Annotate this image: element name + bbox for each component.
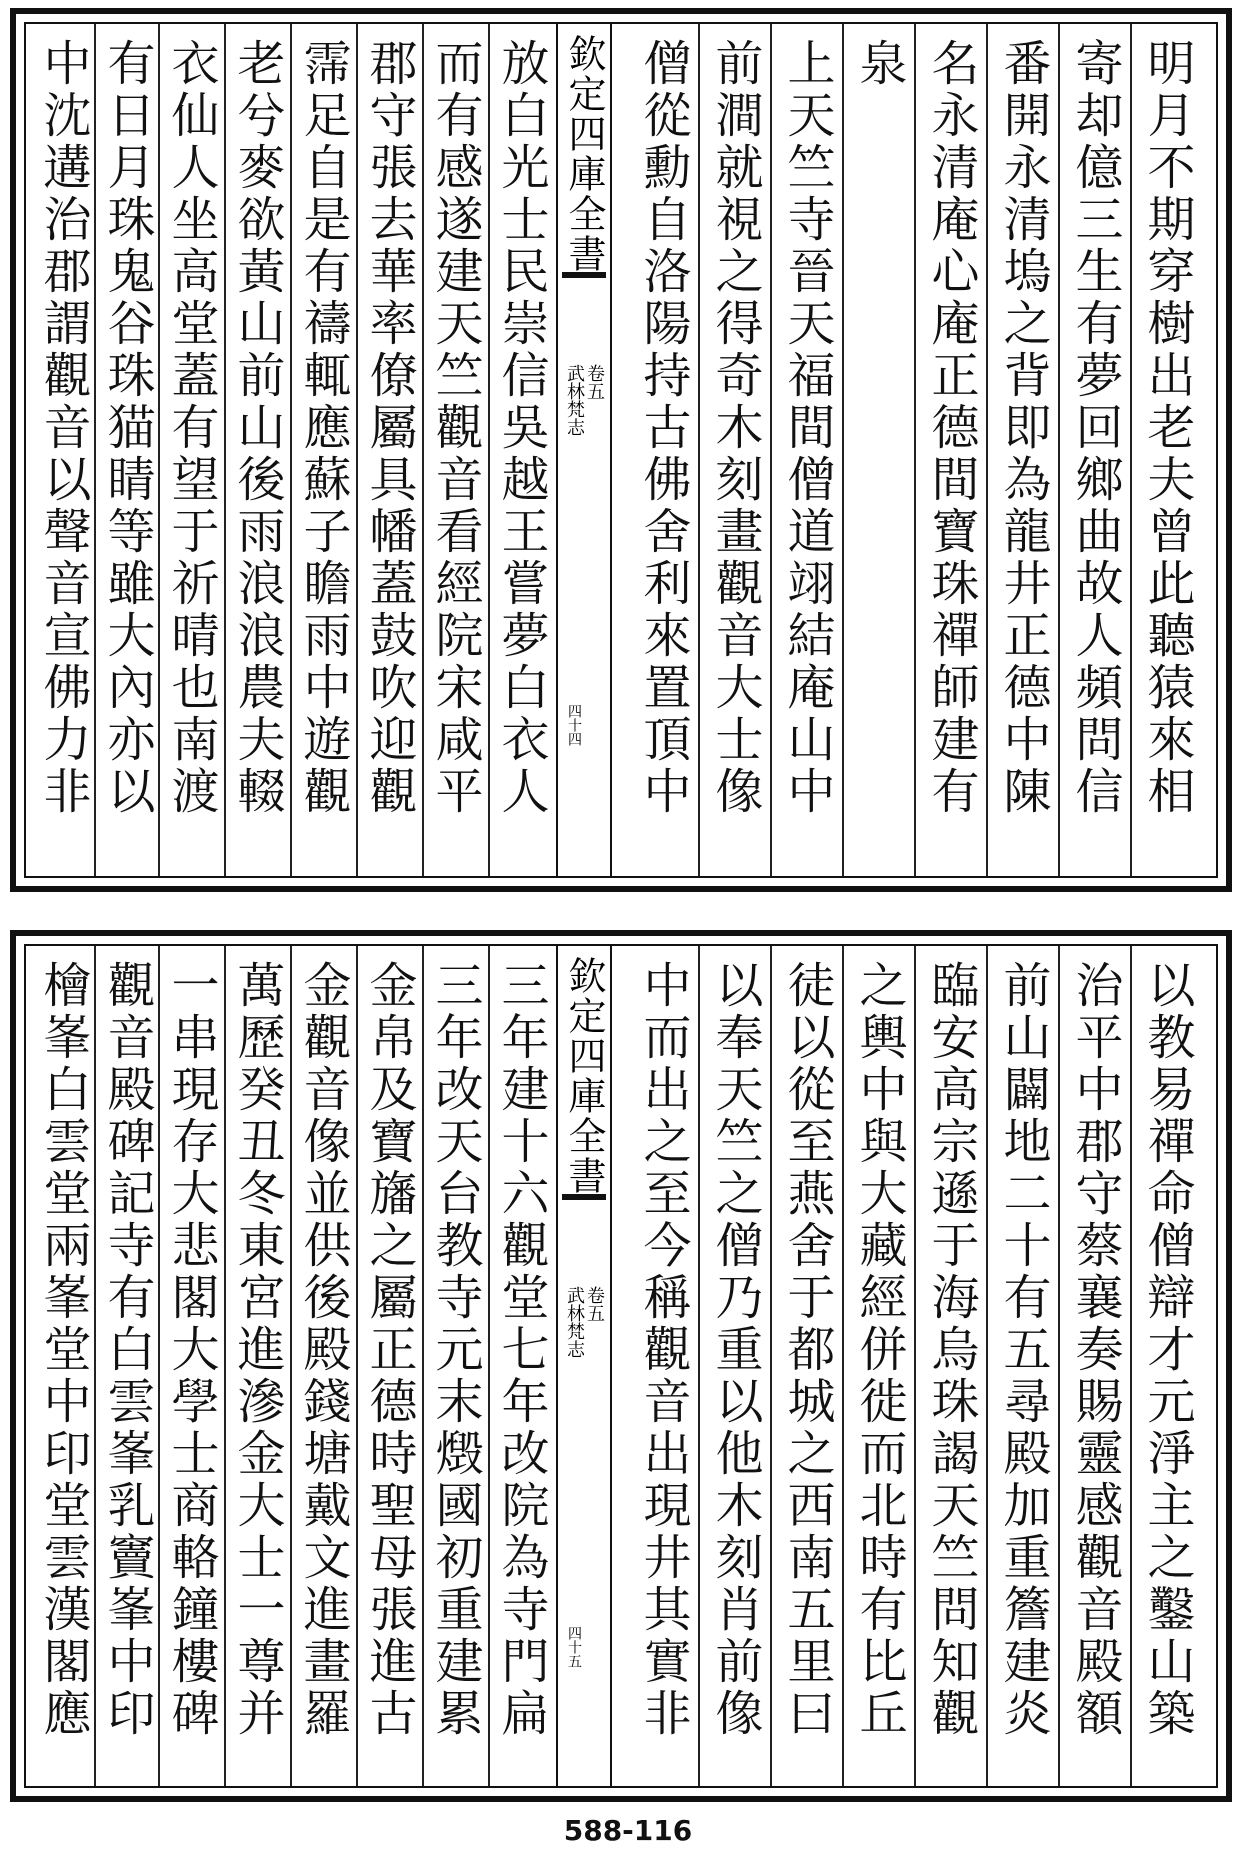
column-rule xyxy=(986,946,988,1786)
column-rule xyxy=(1130,24,1132,876)
column-rule xyxy=(94,24,96,876)
column-rule xyxy=(770,946,772,1786)
text-columns-top xyxy=(26,24,1216,876)
page-number: 588-116 xyxy=(563,1814,693,1847)
column-rule xyxy=(842,946,844,1786)
text-column: 名永清庵心庵正德間寶珠禪師建有 xyxy=(923,38,979,818)
text-column: 三年改天台教寺元末燬國初重建累 xyxy=(427,960,483,1740)
column-rule xyxy=(488,24,490,876)
text-column: 老兮麥欲黃山前山後雨浪浪農夫輟 xyxy=(229,38,285,818)
column-rule xyxy=(842,24,844,876)
text-column: 霈足自是有禱輒應蘇子瞻雨中遊觀 xyxy=(295,38,351,818)
column-rule xyxy=(1130,946,1132,1786)
text-column: 泉 xyxy=(851,38,907,90)
column-rule xyxy=(914,24,916,876)
gutter-juan: 卷五 xyxy=(584,1286,605,1322)
text-column: 明月不期穿樹出老夫曾此聽猿來相 xyxy=(1139,38,1195,818)
text-column: 三年建十六觀堂七年改院為寺門扁 xyxy=(493,960,549,1740)
text-column: 前澗就視之得奇木刻畫觀音大士像 xyxy=(707,38,763,818)
gutter-book-title: 武林梵志 xyxy=(564,364,585,436)
column-rule xyxy=(698,24,700,876)
text-column: 觀音殿碑記寺有白雲峯乳竇峯中印 xyxy=(99,960,155,1740)
gutter-title: 欽定四庫全書 xyxy=(562,34,606,274)
fish-tail-mark xyxy=(562,1194,606,1240)
text-column: 以教易禪命僧辯才元淨主之鑿山築 xyxy=(1139,960,1195,1740)
gutter-juan: 卷五 xyxy=(584,364,605,400)
page-bottom xyxy=(10,930,1232,1802)
center-gutter-bottom xyxy=(556,946,612,1786)
text-column: 金觀音像並供後殿錢塘戴文進畫羅 xyxy=(295,960,351,1740)
text-column: 而有感遂建天竺觀音看經院宋咸平 xyxy=(427,38,483,818)
text-column: 徒以從至燕舍于都城之西南五里曰 xyxy=(779,960,835,1740)
column-rule xyxy=(914,946,916,1786)
column-rule xyxy=(698,946,700,1786)
column-rule xyxy=(488,946,490,1786)
text-column: 僧從勳自洛陽持古佛舍利來置頂中 xyxy=(635,38,691,818)
column-rule xyxy=(224,946,226,1786)
text-column: 前山闢地二十有五尋殿加重簷建炎 xyxy=(995,960,1051,1740)
column-rule xyxy=(770,24,772,876)
text-column: 臨安高宗遜于海烏珠謁天竺問知觀 xyxy=(923,960,979,1740)
text-column: 番開永清塢之背即為龍井正德中陳 xyxy=(995,38,1051,818)
column-rule xyxy=(986,24,988,876)
column-rule xyxy=(1058,24,1060,876)
column-rule xyxy=(1058,946,1060,1786)
text-column: 寄却億三生有夢回鄉曲故人頻問信 xyxy=(1067,38,1123,818)
column-rule xyxy=(158,24,160,876)
text-column: 檜峯白雲堂兩峯堂中印堂雲漢閣應 xyxy=(35,960,91,1740)
text-column: 以奉天竺之僧乃重以他木刻肖前像 xyxy=(707,960,763,1740)
gutter-book-title: 武林梵志 xyxy=(564,1286,585,1358)
column-rule xyxy=(290,946,292,1786)
text-column: 放白光士民崇信吳越王嘗夢白衣人 xyxy=(493,38,549,818)
text-column: 治平中郡守蔡襄奏賜靈感觀音殿額 xyxy=(1067,960,1123,1740)
gutter-leaf-number: 四十四 xyxy=(566,704,582,746)
page-frame-top xyxy=(24,22,1218,878)
column-rule xyxy=(224,24,226,876)
column-rule xyxy=(356,946,358,1786)
column-rule xyxy=(356,24,358,876)
text-column: 中而出之至今稱觀音出現井其實非 xyxy=(635,960,691,1740)
gutter-title: 欽定四庫全書 xyxy=(562,956,606,1196)
text-column: 金帛及寶旛之屬正德時聖母張進古 xyxy=(361,960,417,1740)
column-rule xyxy=(290,24,292,876)
text-column: 有日月珠鬼谷珠猫睛等雖大內亦以 xyxy=(99,38,155,818)
column-rule xyxy=(94,946,96,1786)
text-column: 衣仙人坐高堂蓋有望于祈晴也南渡 xyxy=(163,38,219,818)
text-column: 中沈遘治郡謂觀音以聲音宣佛力非 xyxy=(35,38,91,818)
text-column: 萬歷癸丑冬東宮進滲金大士一尊并 xyxy=(229,960,285,1740)
text-column: 之輿中與大藏經併徙而北時有比丘 xyxy=(851,960,907,1740)
text-column: 郡守張去華率僚屬具幡蓋鼓吹迎觀 xyxy=(361,38,417,818)
page-frame-bottom xyxy=(24,944,1218,1788)
text-column: 一串現存大悲閣大學士商輅鐘樓碑 xyxy=(163,960,219,1740)
fish-tail-mark xyxy=(562,272,606,318)
center-gutter-top xyxy=(556,24,612,876)
text-column: 上天竺寺晉天福間僧道翊結庵山中 xyxy=(779,38,835,818)
page-top xyxy=(10,8,1232,892)
column-rule xyxy=(422,946,424,1786)
text-columns-bottom xyxy=(26,946,1216,1786)
column-rule xyxy=(422,24,424,876)
gutter-leaf-number: 四十五 xyxy=(566,1626,582,1668)
column-rule xyxy=(158,946,160,1786)
